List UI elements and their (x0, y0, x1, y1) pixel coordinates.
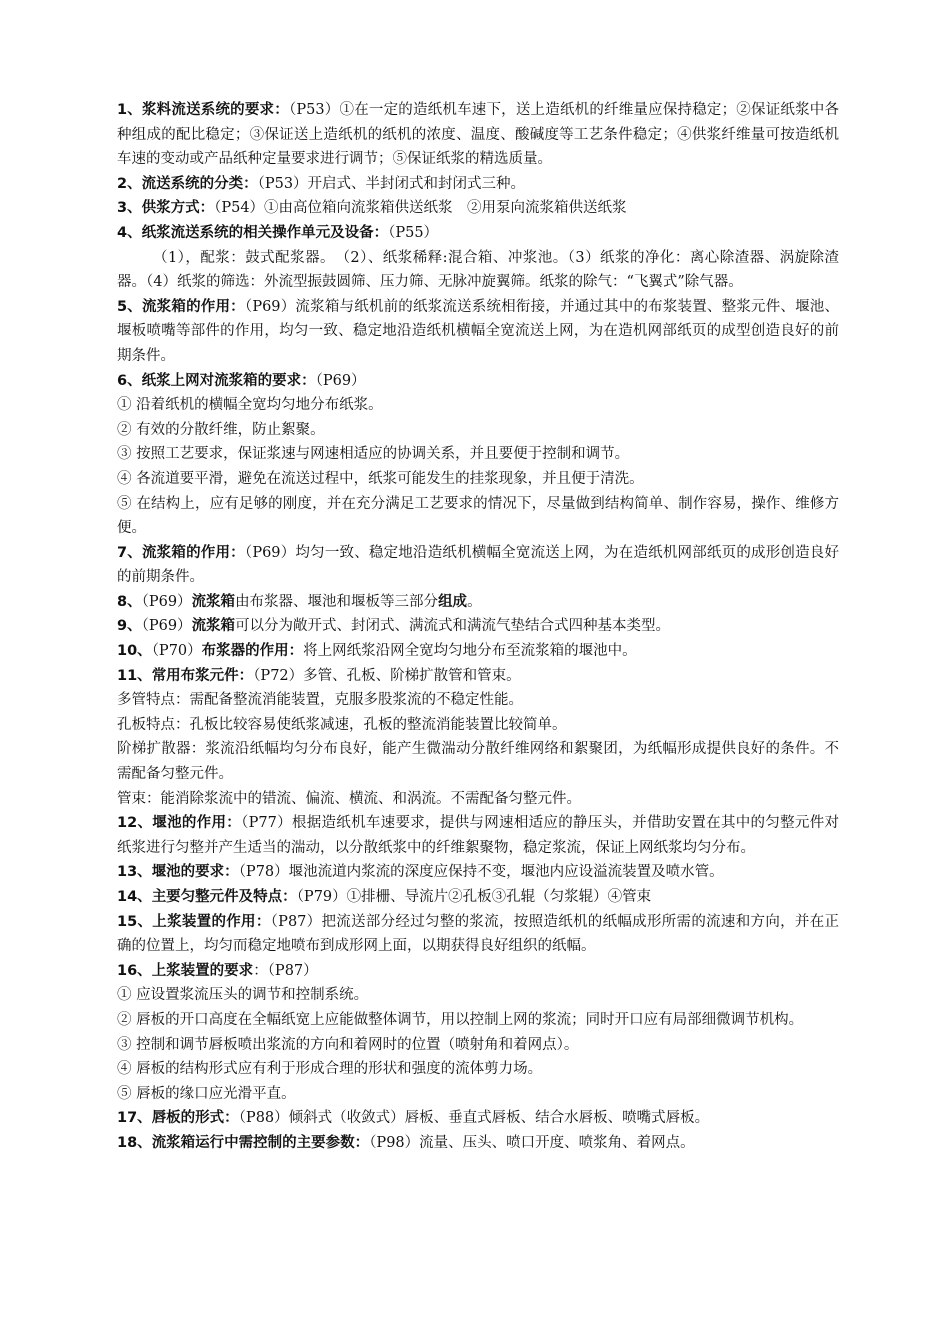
item-number: 16、 (117, 962, 152, 979)
item-text: （P55） (388, 224, 439, 241)
item-number: 14、 (117, 889, 152, 905)
item-15 (117, 910, 839, 959)
sub-item: ② 有效的分散纤维，防止絮聚。 (117, 421, 325, 438)
sub-item: 阶梯扩散器：浆流沿纸幅均匀分布良好，能产生微湍动分散纤维网络和絮聚团，为纸幅形成提供良好的条件。不需配备匀整元件。 (117, 741, 839, 783)
item-page-ref: （P70） (151, 643, 202, 660)
item-text: （P54）①由高位箱向流浆箱供送纸浆 ②用泵向流浆箱供送纸浆 (214, 200, 627, 217)
item-heading: 常用布浆元件： (151, 667, 254, 684)
item-1 (117, 98, 839, 172)
item-16 (117, 959, 839, 984)
item-9 (117, 614, 839, 639)
item-text: 。 (467, 593, 482, 610)
item-number: 8、 (117, 593, 142, 610)
item-number: 13、 (117, 864, 152, 881)
item-heading: 上浆装置的作用： (152, 913, 271, 930)
item-heading: 布浆器的作用： (201, 643, 304, 660)
item-2 (117, 172, 839, 197)
sub-item: 多管特点：需配备整流消能装置，克服多股浆流的不稳定性能。 (117, 692, 523, 709)
item-heading: 流送系统的分类： (141, 175, 258, 192)
item-3 (117, 196, 839, 221)
item-4-detail: （1），配浆：鼓式配浆器。 （2）、纸浆稀释:混合箱、冲浆池。（3）纸浆的净化：离心除渣器、涡旋除渣器。（4）纸浆的筛选：外流型振鼓圆筛、压力筛、无脉冲旋翼筛。纸浆的除气：“飞翼式”除气器。 (117, 249, 839, 291)
item-14 (117, 885, 839, 910)
item-7 (117, 541, 839, 590)
item-number: 6、 (117, 372, 142, 389)
item-heading: 供浆方式： (141, 200, 215, 217)
item-text: （P87）把流送部分经过匀整的浆流，按照造纸机的纸幅成形所需的流速和方向，并在正确的位置上，均匀而稳定地喷布到成形网上面，以期获得良好组织的纸幅。 (117, 913, 839, 955)
item-number: 9、 (117, 618, 142, 635)
item-4 (117, 221, 839, 246)
item-heading: 流浆箱 (191, 593, 236, 610)
item-text: （P98）流量、压头、喷口开度、喷浆角、着网点。 (369, 1134, 695, 1151)
item-heading: 堰池的作用： (152, 815, 242, 832)
item-heading: 流浆箱的作用： (141, 544, 245, 561)
item-heading: 流浆箱 (191, 618, 236, 635)
item-heading: 唇板的形式： (151, 1110, 239, 1127)
item-text: 由布浆器、堰池和堰板等三部分 (235, 593, 439, 610)
item-heading: 纸浆上网对流浆箱的要求： (141, 372, 316, 389)
item-text: （P78）堰池流道内浆流的深度应保持不变，堰池内应设溢流装置及喷水管。 (238, 864, 724, 881)
item-heading: 堰池的要求： (151, 864, 239, 881)
item-heading: 流浆箱运行中需控制的主要参数： (151, 1134, 370, 1151)
item-5 (117, 295, 839, 369)
item-number: 1、 (117, 102, 142, 118)
item-13 (117, 860, 839, 885)
item-text: （P69） (315, 372, 366, 389)
item-number: 4、 (117, 224, 142, 241)
item-number: 12、 (117, 815, 153, 832)
item-12 (117, 811, 839, 860)
item-heading: 纸浆流送系统的相关操作单元及设备： (141, 224, 389, 241)
item-number: 7、 (117, 544, 142, 561)
item-heading: 浆料流送系统的要求： (141, 102, 289, 118)
sub-item: 管束：能消除浆流中的错流、偏流、横流、和涡流。不需配备匀整元件。 (117, 790, 581, 807)
item-heading: 上浆装置的要求 (151, 962, 254, 979)
item-8 (117, 590, 839, 615)
item-text: （P69）均匀一致、稳定地沿造纸机横幅全宽流送上网，为在造纸机网部纸页的成形创造良好的前期条件。 (117, 544, 839, 586)
item-number: 18、 (117, 1134, 152, 1151)
item-page-ref: （P69） (141, 618, 192, 635)
item-text: 可以分为敞开式、封闭式、满流式和满流气垫结合式四种基本类型。 (235, 618, 671, 635)
document-page (117, 98, 839, 1156)
item-10 (117, 639, 839, 664)
sub-item: ⑤ 唇板的缘口应光滑平直。 (117, 1085, 296, 1102)
item-number: 3、 (117, 200, 142, 217)
sub-item: ① 沿着纸机的横幅全宽均匀地分布纸浆。 (117, 397, 383, 414)
item-number: 10、 (117, 643, 152, 660)
item-text: 将上网纸浆沿网全宽均匀地分布至流浆箱的堰池中。 (303, 643, 637, 660)
sub-item: ① 应设置浆流压头的调节和控制系统。 (117, 987, 369, 1004)
sub-item: 孔板特点：孔板比较容易使纸浆减速，孔板的整流消能装置比较简单。 (117, 716, 567, 733)
sub-item: ② 唇板的开口高度在全幅纸宽上应能做整体调节，用以控制上网的浆流；同时开口应有局部细微调节机构。 (117, 1011, 804, 1028)
sub-item: ③ 按照工艺要求，保证浆速与网速相适应的协调关系，并且要便于控制和调节。 (117, 446, 630, 463)
item-heading: 组成 (438, 593, 468, 610)
item-number: 11、 (117, 667, 152, 684)
item-number: 15、 (117, 913, 153, 930)
item-18 (117, 1131, 839, 1156)
item-number: 5、 (117, 298, 142, 315)
item-text: （P72）多管、孔板、阶梯扩散管和管束。 (253, 667, 521, 684)
sub-item: ⑤ 在结构上，应有足够的刚度，并在充分满足工艺要求的情况下，尽量做到结构简单、制作容易，操作、维修方便。 (117, 495, 839, 537)
item-6 (117, 369, 839, 394)
item-text: （P53）①在一定的造纸机车速下，送上造纸机的纤维量应保持稳定；②保证纸浆中各种组成的配比稳定；③保证送上造纸机的纸机的浓度、温度、酸碱度等工艺条件稳定；④供浆纤维量可按造纸机车速的变动或产品纸种定量要求进行调节；⑤保证纸浆的精选质量。 (117, 102, 839, 168)
item-text: （P88）倾斜式（收敛式）唇板、垂直式唇板、结合水唇板、喷嘴式唇板。 (238, 1110, 710, 1127)
item-17 (117, 1106, 839, 1131)
item-heading: 流浆箱的作用： (141, 298, 245, 315)
item-number: 2、 (117, 175, 142, 192)
item-text: （P77）根据造纸机车速要求，提供与网速相适应的静压头，并借助安置在其中的匀整元件对纸浆进行匀整并产生适当的湍动，以分散纸浆中的纤维絮聚物，稳定浆流，保证上网纸浆均匀分布。 (117, 815, 840, 856)
sub-item: ④ 各流道要平滑，避免在流送过程中，纸浆可能发生的挂浆现象，并且便于清洗。 (117, 470, 644, 487)
item-heading: 主要匀整元件及特点： (151, 889, 297, 905)
item-number: 17、 (117, 1110, 152, 1127)
sub-item: ④ 唇板的结构形式应有利于形成合理的形状和强度的流体剪力场。 (117, 1061, 543, 1078)
item-text: （P79）①排栅、导流片②孔板③孔辊（匀浆辊）④管束 (296, 889, 652, 905)
sub-item: ③ 控制和调节唇板喷出浆流的方向和着网时的位置（喷射角和着网点）。 (117, 1036, 579, 1053)
item-11 (117, 664, 839, 689)
item-text: （P53）开启式、半封闭式和封闭式三种。 (257, 175, 526, 192)
item-page-ref: （P69） (141, 593, 192, 610)
item-text: （P69）流浆箱与纸机前的纸浆流送系统相衔接，并通过其中的布浆装置、整浆元件、堰池、堰板喷嘴等部件的作用，均匀一致、稳定地沿造纸机横幅全宽流送上网，为在造机网部纸页的成型创造良好的前期条件。 (117, 298, 839, 364)
item-text: ：（P87） (253, 962, 318, 979)
